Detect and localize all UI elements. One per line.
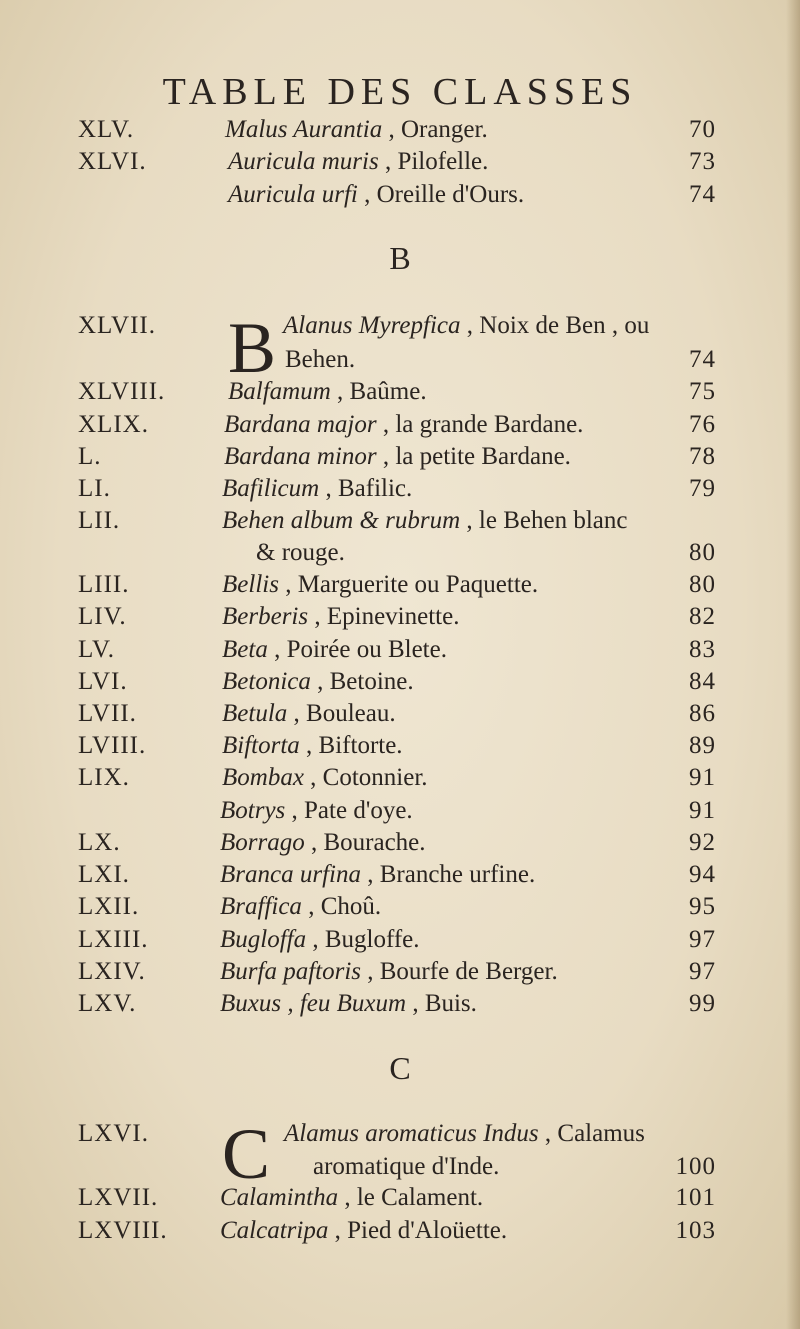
page-number: 73 bbox=[689, 148, 716, 175]
drop-cap: C bbox=[222, 1114, 271, 1194]
entry bbox=[220, 958, 558, 986]
class-number: LIII. bbox=[78, 571, 130, 598]
page-number: 74 bbox=[689, 346, 716, 373]
separator: , bbox=[376, 443, 396, 470]
page-number: 79 bbox=[689, 475, 716, 502]
latin-name: Burfa paftoris bbox=[220, 958, 361, 985]
entry bbox=[220, 1217, 507, 1245]
class-number: LXIII. bbox=[78, 926, 149, 953]
french-name: Cotonnier. bbox=[322, 764, 428, 791]
separator: , bbox=[308, 603, 327, 630]
separator: , bbox=[357, 181, 377, 208]
class-number: LXVI. bbox=[78, 1120, 149, 1147]
separator: , bbox=[301, 893, 321, 920]
separator: , bbox=[360, 861, 380, 888]
french-name: Bugloffe. bbox=[324, 926, 420, 953]
separator: , bbox=[382, 116, 401, 143]
table-row bbox=[0, 1184, 800, 1218]
table-row bbox=[0, 1120, 800, 1154]
french-name: Bouleau. bbox=[306, 700, 396, 727]
latin-name: Borrago bbox=[220, 829, 305, 856]
french-name: & rouge. bbox=[256, 539, 345, 566]
table-row-continuation bbox=[0, 539, 800, 573]
entry bbox=[228, 181, 524, 209]
latin-name: Auricula muris bbox=[228, 148, 379, 175]
page-number: 92 bbox=[689, 829, 716, 856]
table-row bbox=[0, 1217, 800, 1251]
table-row bbox=[0, 411, 800, 445]
french-name: Pate d'oye. bbox=[304, 797, 413, 824]
page-number: 86 bbox=[689, 700, 716, 727]
entry bbox=[222, 571, 538, 599]
page-number: 76 bbox=[689, 411, 716, 438]
separator: , bbox=[319, 475, 338, 502]
latin-name: Berberis bbox=[222, 603, 309, 630]
section-letter-c: C bbox=[389, 1050, 411, 1086]
entry bbox=[220, 926, 420, 954]
running-head: TABLE DES CLASSES bbox=[162, 71, 638, 113]
latin-name: Auricula urfi bbox=[228, 181, 358, 208]
table-row-continuation bbox=[0, 1153, 800, 1187]
french-name: Pilofelle. bbox=[397, 148, 489, 175]
table-row bbox=[0, 893, 800, 927]
french-name: Pied d'Aloüette. bbox=[347, 1217, 508, 1244]
entry bbox=[220, 829, 426, 857]
entry bbox=[222, 764, 428, 792]
latin-name: Braffica bbox=[220, 893, 302, 920]
page-number: 91 bbox=[689, 764, 716, 791]
latin-name: Alamus aromaticus Indus bbox=[284, 1120, 539, 1147]
table-row bbox=[0, 926, 800, 960]
latin-name: Betonica bbox=[222, 668, 311, 695]
french-name: Oranger. bbox=[400, 116, 488, 143]
entry bbox=[220, 1184, 483, 1212]
table-row bbox=[0, 116, 800, 150]
table-row bbox=[0, 700, 800, 734]
french-name: le Behen blanc bbox=[478, 507, 628, 534]
class-number: LXV. bbox=[78, 990, 137, 1017]
table-row bbox=[0, 732, 800, 766]
table-row bbox=[0, 571, 800, 605]
class-number: LVIII. bbox=[78, 732, 147, 759]
latin-name: Bardana major bbox=[224, 411, 377, 438]
latin-name: Alanus Myrepfica bbox=[283, 312, 461, 339]
latin-name: Behen album & rubrum bbox=[222, 507, 461, 534]
page-number: 100 bbox=[675, 1153, 716, 1180]
table-row bbox=[0, 312, 800, 346]
separator: , bbox=[328, 1217, 348, 1244]
french-name: Bourfe de Berger. bbox=[379, 958, 558, 985]
class-number: XLVI. bbox=[78, 148, 147, 175]
latin-name: Botrys bbox=[220, 797, 286, 824]
entry bbox=[225, 116, 488, 144]
entry bbox=[222, 507, 627, 535]
table-row bbox=[0, 603, 800, 637]
separator: , bbox=[299, 732, 319, 759]
drop-cap: B bbox=[228, 308, 277, 388]
entry bbox=[222, 700, 396, 728]
table-row bbox=[0, 507, 800, 541]
separator: , bbox=[376, 411, 396, 438]
french-name: Marguerite ou Paquette. bbox=[297, 571, 539, 598]
french-name: Baûme. bbox=[349, 378, 427, 405]
entry bbox=[220, 861, 535, 889]
page-number: 89 bbox=[689, 732, 716, 759]
french-name: le Calament. bbox=[356, 1184, 484, 1211]
latin-name: Bardana minor bbox=[224, 443, 377, 470]
page-number: 82 bbox=[689, 603, 716, 630]
table-row bbox=[0, 958, 800, 992]
entry bbox=[283, 312, 649, 340]
class-number: LII. bbox=[78, 507, 121, 534]
separator: , bbox=[330, 378, 350, 405]
page-number: 80 bbox=[689, 539, 716, 566]
french-name: Poirée ou Blete. bbox=[286, 636, 447, 663]
entry bbox=[256, 539, 345, 567]
french-name: Noix de Ben , ou bbox=[479, 312, 650, 339]
table-row bbox=[0, 764, 800, 798]
class-number: LXI. bbox=[78, 861, 130, 888]
class-number: L. bbox=[78, 443, 102, 470]
entry bbox=[284, 1120, 645, 1148]
french-name: Branche urfine. bbox=[379, 861, 536, 888]
class-number: LXII. bbox=[78, 893, 140, 920]
french-name: Betoine. bbox=[329, 668, 414, 695]
entry bbox=[220, 893, 381, 921]
entry bbox=[228, 148, 488, 176]
french-name: Buis. bbox=[424, 990, 477, 1017]
class-number: LX. bbox=[78, 829, 121, 856]
page-number: 80 bbox=[689, 571, 716, 598]
latin-name: Betula bbox=[222, 700, 288, 727]
class-number: LVII. bbox=[78, 700, 137, 727]
table-row bbox=[0, 797, 800, 831]
entry bbox=[220, 990, 477, 1018]
continuation-text: Behen. bbox=[285, 346, 356, 373]
french-name: la petite Bardane. bbox=[395, 443, 571, 470]
class-number: XLIX. bbox=[78, 411, 149, 438]
latin-name: Calamintha bbox=[220, 1184, 339, 1211]
latin-name: Branca urfina bbox=[220, 861, 361, 888]
table-row bbox=[0, 861, 800, 895]
page-number: 95 bbox=[689, 893, 716, 920]
separator: , bbox=[378, 148, 398, 175]
entry bbox=[220, 797, 413, 825]
separator: , bbox=[287, 700, 307, 727]
separator: , bbox=[460, 507, 479, 534]
separator: , bbox=[278, 571, 298, 598]
latin-name: Bugloffa bbox=[220, 926, 307, 953]
table-row bbox=[0, 990, 800, 1024]
separator: , bbox=[361, 958, 380, 985]
page-number: 84 bbox=[689, 668, 716, 695]
page-number: 75 bbox=[689, 378, 716, 405]
class-number: LI. bbox=[78, 475, 111, 502]
entry bbox=[222, 668, 414, 696]
latin-name: Malus Aurantia bbox=[225, 116, 383, 143]
class-number: XLVII. bbox=[78, 312, 156, 339]
table-row-continuation bbox=[0, 346, 800, 380]
separator: , bbox=[267, 636, 287, 663]
table-row bbox=[0, 636, 800, 670]
page-number: 99 bbox=[689, 990, 716, 1017]
class-number: LVI. bbox=[78, 668, 128, 695]
latin-name: Calcatripa bbox=[220, 1217, 329, 1244]
table-row bbox=[0, 668, 800, 702]
french-name: la grande Bardane. bbox=[395, 411, 584, 438]
continuation-text: aromatique d'Inde. bbox=[313, 1153, 500, 1180]
entry bbox=[224, 443, 571, 471]
french-name: Choû. bbox=[320, 893, 382, 920]
table-row bbox=[0, 475, 800, 509]
page-number: 103 bbox=[675, 1217, 716, 1244]
class-number: LV. bbox=[78, 636, 116, 663]
french-name: Bourache. bbox=[323, 829, 426, 856]
separator: , bbox=[406, 990, 425, 1017]
entry bbox=[228, 378, 427, 406]
page-number: 97 bbox=[689, 926, 716, 953]
table-row bbox=[0, 443, 800, 477]
french-name: Oreille d'Ours. bbox=[376, 181, 525, 208]
latin-name: Bombax bbox=[222, 764, 304, 791]
separator: , bbox=[338, 1184, 357, 1211]
entry bbox=[222, 636, 447, 664]
page-number: 97 bbox=[689, 958, 716, 985]
entry bbox=[222, 475, 412, 503]
french-name: Biftorte. bbox=[318, 732, 403, 759]
separator: , bbox=[538, 1120, 558, 1147]
class-number: LXVIII. bbox=[78, 1217, 168, 1244]
page-number: 94 bbox=[689, 861, 716, 888]
table-row bbox=[0, 148, 800, 182]
page-number: 83 bbox=[689, 636, 716, 663]
page-number: 91 bbox=[689, 797, 716, 824]
latin-name: Balfamum bbox=[228, 378, 331, 405]
latin-name: Beta bbox=[222, 636, 268, 663]
latin-name: Bafilicum bbox=[222, 475, 320, 502]
entry bbox=[222, 603, 459, 631]
page-number: 101 bbox=[675, 1184, 716, 1211]
separator: , bbox=[310, 668, 330, 695]
separator: , bbox=[460, 312, 480, 339]
class-number: LXIV. bbox=[78, 958, 146, 985]
latin-name: Bellis bbox=[222, 571, 279, 598]
french-name: Calamus bbox=[557, 1120, 645, 1147]
table-row bbox=[0, 829, 800, 863]
class-number: XLVIII. bbox=[78, 378, 166, 405]
class-number: LIV. bbox=[78, 603, 127, 630]
separator: , bbox=[306, 926, 325, 953]
class-number: XLV. bbox=[78, 116, 135, 143]
page-number: 78 bbox=[689, 443, 716, 470]
separator: , bbox=[303, 764, 323, 791]
entry bbox=[222, 732, 403, 760]
section-letter-b: B bbox=[389, 240, 411, 276]
french-name: Bafilic. bbox=[337, 475, 413, 502]
entry bbox=[224, 411, 583, 439]
latin-name: Buxus , feu Buxum bbox=[220, 990, 407, 1017]
table-row bbox=[0, 181, 800, 215]
separator: , bbox=[285, 797, 305, 824]
page-number: 70 bbox=[689, 116, 716, 143]
separator: , bbox=[304, 829, 324, 856]
french-name: Epinevinette. bbox=[326, 603, 460, 630]
latin-name: Biftorta bbox=[222, 732, 300, 759]
page-number: 74 bbox=[689, 181, 716, 208]
class-number: LXVII. bbox=[78, 1184, 159, 1211]
class-number: LIX. bbox=[78, 764, 130, 791]
table-row bbox=[0, 378, 800, 412]
